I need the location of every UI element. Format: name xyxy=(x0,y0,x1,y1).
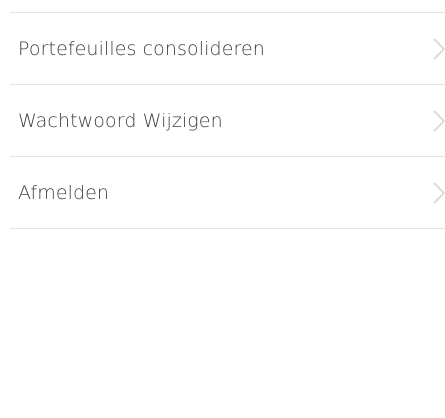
menu-item-portefeuilles-consolideren[interactable] xyxy=(10,13,445,85)
menu-item-label: Wachtwoord Wijzigen xyxy=(18,109,223,132)
chevron-right-icon xyxy=(433,182,445,204)
menu-item-wachtwoord-wijzigen[interactable] xyxy=(10,85,445,157)
menu-item-afmelden[interactable] xyxy=(10,157,445,229)
menu-item-label: Afmelden xyxy=(18,181,110,204)
menu-item-label: Portefeuilles consolideren xyxy=(18,37,265,60)
chevron-right-icon xyxy=(433,38,445,60)
settings-menu xyxy=(0,12,445,229)
chevron-right-icon xyxy=(433,110,445,132)
